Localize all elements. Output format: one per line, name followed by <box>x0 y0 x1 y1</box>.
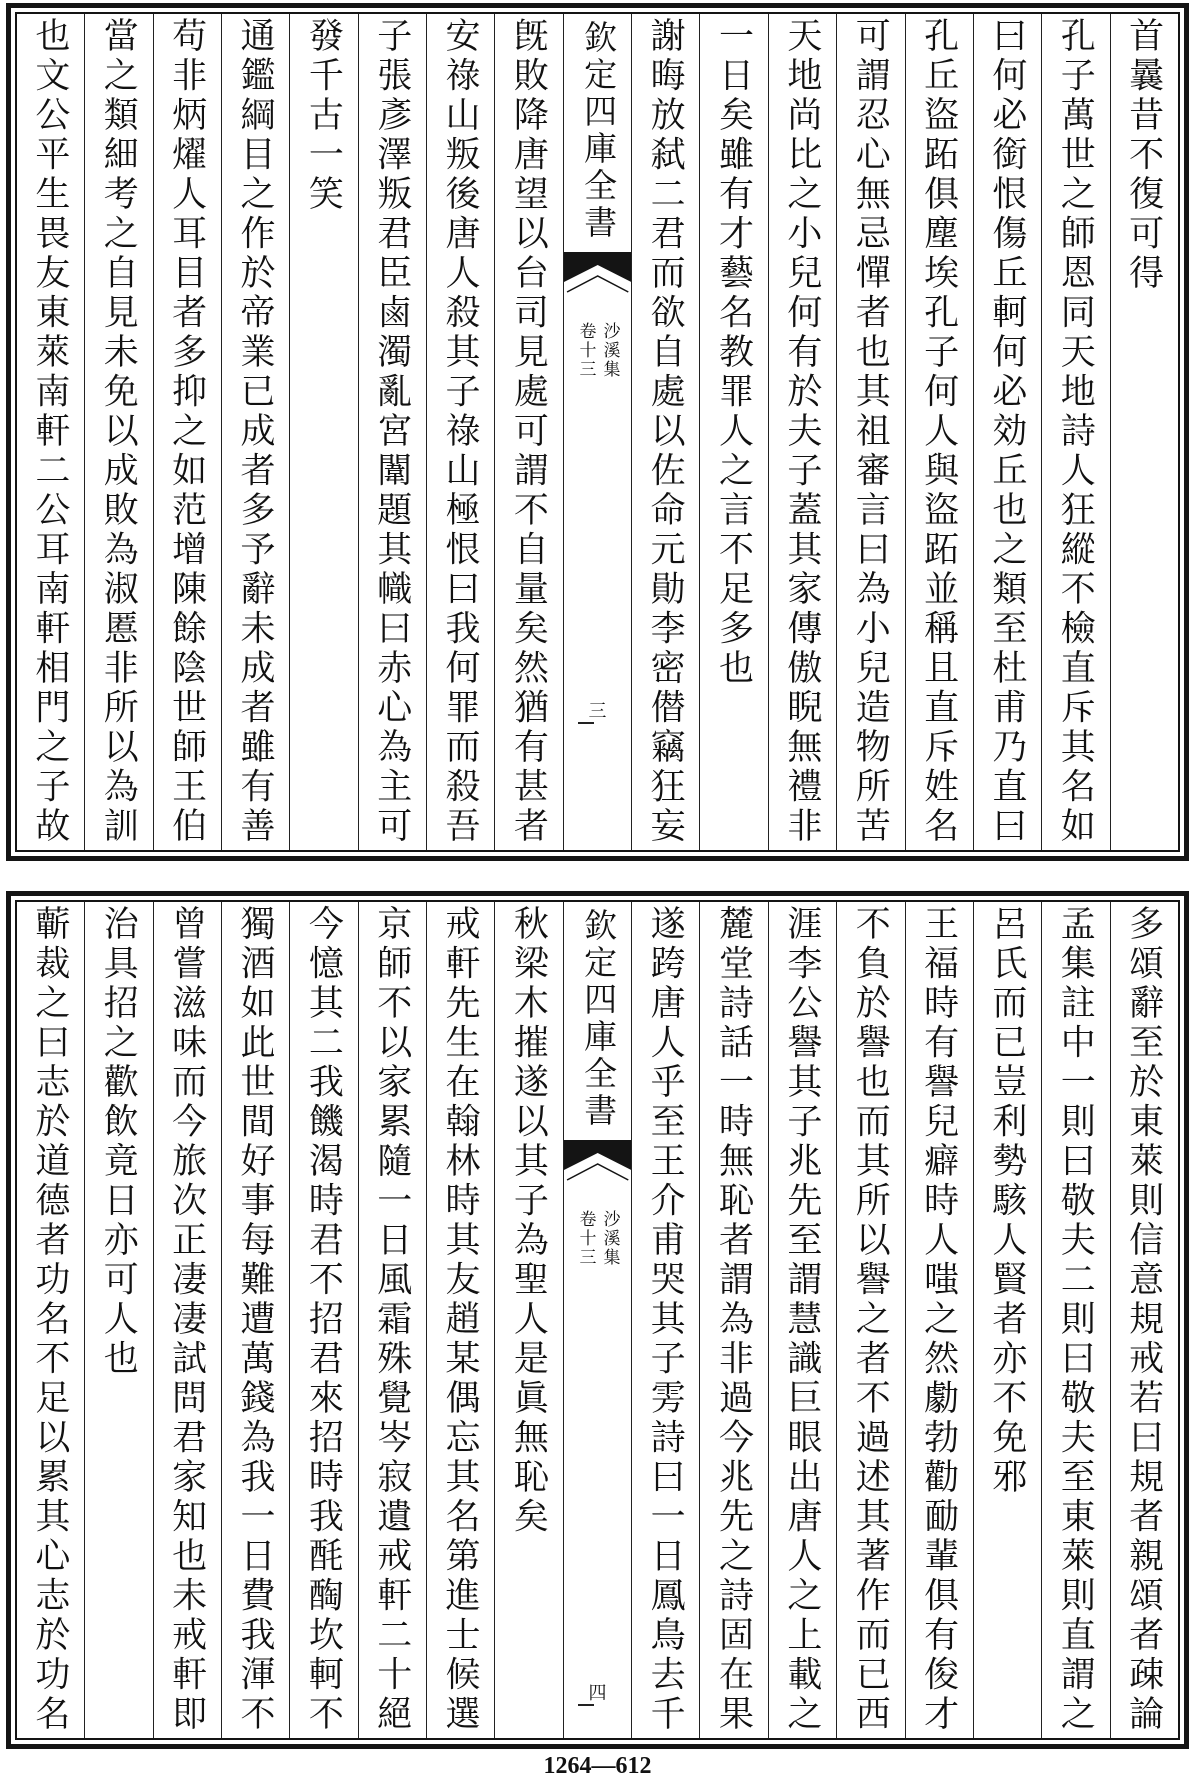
column-text: 發千古一笑 <box>303 17 344 215</box>
text-column <box>153 14 221 850</box>
text-column <box>768 902 836 1738</box>
column-text: 曰何必銜恨傷丘軻何必効丘也之類至杜甫乃直曰 <box>986 17 1027 847</box>
column-text: 不負於譽也而其所以譽之者不過述其著作而已西 <box>850 905 891 1735</box>
page-number: 四 <box>588 1683 607 1704</box>
column-text: 也文公平生畏友東萊南軒二公耳南軒相門之子故 <box>29 17 70 847</box>
fishtail-ornament-icon <box>564 252 631 304</box>
text-column <box>84 902 152 1738</box>
text-column <box>221 14 289 850</box>
text-column <box>836 902 904 1738</box>
collection-title: 欽定四庫全書 <box>579 20 619 242</box>
page-panel-top <box>6 3 1189 861</box>
column-text: 旣敗降唐望以台司見處可謂不自量矣然猶有甚者 <box>508 17 549 847</box>
text-column <box>699 902 767 1738</box>
page-number: 三 <box>588 701 607 722</box>
column-text: 秋梁木摧遂以其子為聖人是眞無恥矣 <box>508 905 549 1537</box>
column-text: 子張彥澤叛君臣鹵濁亂宮闈題其幟曰赤心為主可 <box>371 17 412 847</box>
column-text: 一日矣雖有才藝名教罪人之言不足多也 <box>713 17 754 689</box>
page-panel-bottom <box>6 891 1189 1749</box>
column-text: 涯李公譽其子兆先至謂慧識巨眼出唐人之上載之 <box>781 905 822 1735</box>
folio-center-column <box>563 902 631 1738</box>
column-text: 當之類細考之自見未免以成敗為淑慝非所以為訓 <box>98 17 139 847</box>
text-column <box>358 902 426 1738</box>
column-text: 孟集註中一則曰敬夫二則曰敬夫至東萊則直謂之 <box>1055 905 1096 1735</box>
text-column <box>289 14 357 850</box>
column-text: 謝晦放弑二君而欲自處以佐命元勛李密僣竊狂妄 <box>645 17 686 847</box>
text-column <box>1110 14 1178 850</box>
book-info <box>564 322 631 379</box>
column-text: 曾嘗滋味而今旅次正凄凄試問君家知也未戒軒即 <box>166 905 207 1735</box>
text-column <box>631 14 699 850</box>
column-text: 苟非炳燿人耳目者多抑之如范增陳餘陰世師王伯 <box>166 17 207 847</box>
column-text: 呂氏而已豈利勢駭人賢者亦不免邪 <box>986 905 1027 1498</box>
text-column <box>905 902 973 1738</box>
text-column <box>973 14 1041 850</box>
text-column <box>84 14 152 850</box>
text-column <box>631 902 699 1738</box>
book-info <box>564 1210 631 1267</box>
column-text: 首曩昔不復可得 <box>1123 17 1164 294</box>
folio-center-column <box>563 14 631 850</box>
text-column <box>221 902 289 1738</box>
text-column <box>494 14 562 850</box>
text-column <box>905 14 973 850</box>
collection-title: 欽定四庫全書 <box>579 908 619 1130</box>
text-frame <box>15 12 1180 852</box>
column-text: 蘄裁之曰志於道德者功名不足以累其心志於功名 <box>29 905 70 1735</box>
page-number-rule <box>578 1704 594 1706</box>
fishtail-ornament-icon <box>564 1140 631 1192</box>
column-text: 京師不以家累隨一日風霜殊覺岑寂遺戒軒二十絕 <box>371 905 412 1735</box>
volume-label: 卷十三 <box>575 1210 596 1267</box>
text-column <box>426 902 494 1738</box>
column-text: 可謂忍心無忌憚者也其祖審言曰為小兒造物所苦 <box>850 17 891 847</box>
column-text: 通鑑綱目之作於帝業已成者多予辭未成者雖有善 <box>234 17 275 847</box>
column-text: 王福時有譽兒癖時人嗤之然勮勃勸勔輩俱有俊才 <box>918 905 959 1735</box>
text-column <box>426 14 494 850</box>
column-text: 遂跨唐人乎至王介甫哭其子雱詩曰一日鳳鳥去千 <box>645 905 686 1735</box>
text-frame <box>15 900 1180 1740</box>
column-text: 安祿山叛後唐人殺其子祿山極恨曰我何罪而殺吾 <box>440 17 481 847</box>
book-title: 沙溪集 <box>599 1210 620 1267</box>
column-text: 獨酒如此世間好事每難遭萬錢為我一日費我渾不 <box>234 905 275 1735</box>
text-column <box>17 14 84 850</box>
column-text: 多頌辭至於東萊則信意規戒若曰規者親頌者疎論 <box>1123 905 1164 1735</box>
column-text: 孔丘盜跖俱塵埃孔子何人與盜跖並稱且直斥姓名 <box>918 17 959 847</box>
column-text: 戒軒先生在翰林時其友趙某偶忘其名第進士候選 <box>440 905 481 1735</box>
text-column <box>836 14 904 850</box>
text-column <box>768 14 836 850</box>
column-text: 麓堂詩話一時無恥者謂為非過今兆先之詩固在果 <box>713 905 754 1735</box>
text-column <box>358 14 426 850</box>
column-text: 治具招之歡飲竟日亦可人也 <box>98 905 139 1379</box>
text-column <box>973 902 1041 1738</box>
text-column <box>289 902 357 1738</box>
page-footer-number: 1264—612 <box>543 1753 652 1779</box>
text-column <box>1110 902 1178 1738</box>
text-column <box>494 902 562 1738</box>
text-column <box>17 902 84 1738</box>
text-column <box>153 902 221 1738</box>
book-title: 沙溪集 <box>599 322 620 379</box>
text-column <box>699 14 767 850</box>
page-number-rule <box>578 722 594 724</box>
column-text: 孔子萬世之師恩同天地詩人狂縱不檢直斥其名如 <box>1055 17 1096 847</box>
volume-label: 卷十三 <box>575 322 596 379</box>
text-column <box>1041 14 1109 850</box>
column-text: 今憶其二我饑渴時君不招君來招時我酕醄坎軻不 <box>303 905 344 1735</box>
column-text: 天地尚比之小兒何有於夫子蓋其家傳傲睨無禮非 <box>781 17 822 847</box>
text-column <box>1041 902 1109 1738</box>
